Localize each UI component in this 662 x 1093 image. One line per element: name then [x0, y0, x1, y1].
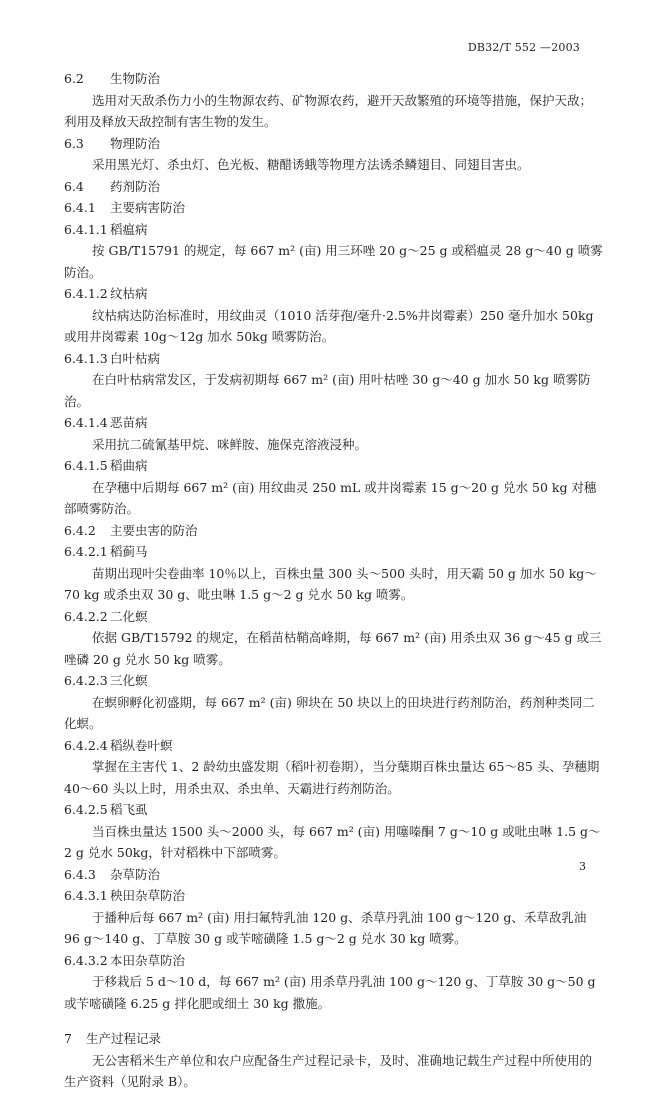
- chapter-number: 7: [64, 1031, 72, 1046]
- heading-6-4: [64, 176, 604, 198]
- section-number: 6.4.1.1: [64, 221, 108, 237]
- section-title: 秧田杂草防治: [110, 888, 186, 903]
- paragraph: 苗期出现叶尖卷曲率 10％以上，百株虫量 300 头～500 头时，用天霸 50 g 加水 50 kg～70 kg 或杀虫双 30 g、吡虫啉 1.5 g～2 g 兑水 50 kg 喷雾。: [64, 565, 597, 602]
- section-title: 物理防治: [110, 135, 161, 151]
- heading-6-4-1: [64, 197, 604, 219]
- section-title: 纹枯病: [110, 286, 148, 301]
- section-number: 6.4.1.2: [64, 286, 108, 301]
- section-number: 6.2: [64, 71, 84, 86]
- paragraph: 选用对天敌杀伤力小的生物源农药、矿物源农药，避开天敌繁殖的环境等措施，保护天敌；利用及释放天敌控制有害生物的发生。: [64, 92, 593, 129]
- paragraph: 无公害稻米生产单位和农户应配备生产过程记录卡，及时、准确地记载生产过程中所使用的生产资料（见附录 B）。: [64, 1052, 593, 1089]
- heading-6-4-2: [64, 520, 604, 542]
- section-number: 6.4.3.1: [64, 888, 108, 903]
- paragraph: 于移栽后 5 d～10 d，每 667 m² (亩) 用杀草丹乳油 100 g～120 g、丁草胺 30 g～50 g 或苄嘧磺隆 6.25 g 拌化肥或细土 30 kg 撒施。: [64, 974, 596, 1011]
- heading-6-4-2-4: [64, 735, 604, 757]
- section-number: 6.3: [64, 135, 84, 151]
- section-number: 6.4.2.3: [64, 673, 108, 688]
- heading-6-3: [64, 133, 604, 155]
- section-number: 6.4.2.4: [64, 737, 108, 753]
- section-title: 稻纵卷叶螟: [110, 737, 173, 753]
- paragraph: 采用抗二硫氰基甲烷、咪鲜胺、施保克溶液浸种。: [92, 436, 368, 452]
- heading-6-4-2-3: [64, 670, 604, 692]
- heading-6-4-3-2: [64, 950, 604, 972]
- heading-6-4-1-5: [64, 455, 604, 477]
- heading-6-4-1-4: [64, 412, 604, 434]
- section-title: 白叶枯病: [110, 350, 161, 366]
- heading-6-4-3-1: [64, 885, 604, 907]
- paragraph: 在白叶枯病常发区，于发病初期每 667 m² (亩) 用叶枯唑 30 g～40 g 加水 50 kg 喷雾防治。: [64, 372, 591, 409]
- paragraph: 掌握在主害代 1、2 龄幼虫盛发期（稻叶初卷期），当分蘖期百株虫量达 65～85 头、孕穗期 40～60 头以上时，用杀虫双、杀虫单、天霸进行药剂防治。: [64, 759, 600, 796]
- heading-6-4-2-2: [64, 606, 604, 628]
- paragraph: 依据 GB/T15792 的规定，在稻苗枯鞘高峰期，每 667 m² (亩) 用杀虫双 36 g～45 g 或三唑磷 20 g 兑水 50 kg 喷雾。: [64, 630, 602, 667]
- section-number: 6.4.2.5: [64, 802, 108, 817]
- heading-6-2: [64, 68, 604, 90]
- section-title: 稻瘟病: [110, 221, 148, 237]
- paragraph: 在孕穗中后期每 667 m² (亩) 用纹曲灵 250 mL 或井岗霉素 15 g～20 g 兑水 50 kg 对穗部喷雾防治。: [64, 479, 597, 516]
- paragraph: 按 GB/T15791 的规定，每 667 m² (亩) 用三环唑 20 g～25 g 或稻瘟灵 28 g～40 g 喷雾防治。: [64, 243, 603, 280]
- standard-code: DB32/T 552 —2003: [467, 41, 580, 54]
- section-title: 本田杂草防治: [110, 952, 186, 968]
- page-number: 3: [579, 860, 586, 873]
- section-number: 6.4.1.5: [64, 458, 108, 473]
- heading-6-4-2-5: [64, 799, 604, 821]
- section-title: 三化螟: [110, 673, 148, 688]
- section-title: 恶苗病: [110, 415, 148, 430]
- section-title: 二化螟: [110, 608, 148, 624]
- section-title: 药剂防治: [110, 178, 161, 194]
- heading-6-4-2-1: [64, 541, 604, 563]
- heading-6-4-3: [64, 864, 604, 886]
- section-title: 稻蓟马: [110, 544, 148, 559]
- section-number: 6.4.1.3: [64, 350, 108, 366]
- paragraph: 于播种后每 667 m² (亩) 用扫氟特乳油 120 g、杀草丹乳油 100 g～120 g、禾草敌乳油 96 g～140 g、丁草胺 30 g 或苄嘧磺隆 1.5 g～2 g 兑水 30 kg 喷雾。: [64, 909, 587, 946]
- section-number: 6.4.1.4: [64, 415, 108, 430]
- document-body: [64, 68, 604, 1093]
- section-number: 6.4.2: [64, 522, 96, 538]
- heading-6-4-1-2: [64, 283, 604, 305]
- paragraph: 采用黑光灯、杀虫灯、色光板、糖醋诱蛾等物理方法诱杀鳞翅目、同翅目害虫。: [92, 157, 530, 172]
- section-title: 生物防治: [110, 71, 161, 86]
- heading-7: [64, 1028, 604, 1050]
- section-title: 主要病害防治: [110, 200, 186, 215]
- section-number: 6.4.1: [64, 200, 96, 215]
- section-title: 杂草防治: [110, 866, 161, 882]
- section-title: 稻飞虱: [110, 802, 148, 817]
- chapter-title: 生产过程记录: [86, 1031, 162, 1046]
- section-number: 6.4.3.2: [64, 952, 108, 968]
- section-number: 6.4.3: [64, 866, 96, 882]
- section-number: 6.4.2.1: [64, 544, 108, 559]
- paragraph: 在螟卵孵化初盛期，每 667 m² (亩) 卵块在 50 块以上的田块进行药剂防治，药剂种类同二化螟。: [64, 694, 595, 731]
- paragraph: 纹枯病达防治标准时，用纹曲灵（1010 活芽孢/毫升·2.5%井岗霉素）250 毫升加水 50kg 或用井岗霉素 10g～12g 加水 50kg 喷雾防治。: [64, 307, 594, 344]
- heading-6-4-1-1: [64, 219, 604, 241]
- section-number: 6.4: [64, 178, 84, 194]
- heading-6-4-1-3: [64, 348, 604, 370]
- section-gap: [64, 1014, 604, 1028]
- section-title: 主要虫害的防治: [110, 522, 198, 538]
- section-title: 稻曲病: [110, 458, 148, 473]
- section-number: 6.4.2.2: [64, 608, 108, 624]
- paragraph: 当百株虫量达 1500 头～2000 头，每 667 m² (亩) 用噻嗪酮 7 g～10 g 或吡虫啉 1.5 g～2 g 兑水 50kg，针对稻株中下部喷雾。: [64, 823, 601, 860]
